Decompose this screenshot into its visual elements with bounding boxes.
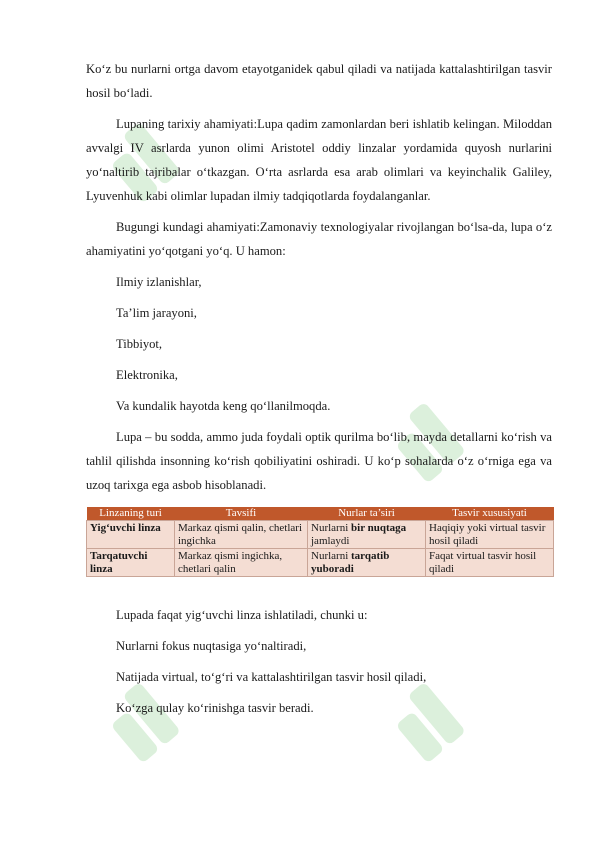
list-item: Ko‘zga qulay ko‘rinishga tasvir beradi. [116, 701, 314, 715]
paragraph: Lupa – bu sodda, ammo juda foydali optik qurilma bo‘lib, mayda detallarni ko‘rish va tahlil qilishda insonning ko‘rish qobiliyatini oshiradi. U ko‘p sohalarda o‘z o‘rniga ega va uzoq tarixga ega asbob hisoblanadi. [86, 430, 552, 492]
table-header: Nurlar ta’siri [308, 507, 426, 521]
table-cell: Tarqatuvchi linza [87, 549, 175, 577]
table-cell: Haqiqiy yoki virtual tasvir hosil qiladi [426, 521, 554, 549]
list-item: Ta’lim jarayoni, [116, 306, 197, 320]
list-item: Nurlarni fokus nuqtasiga yo‘naltiradi, [116, 639, 307, 653]
table-header: Linzaning turi [87, 507, 175, 521]
table-cell: Markaz qismi qalin, chetlari ingichka [175, 521, 308, 549]
list-item: Ilmiy izlanishlar, [116, 275, 202, 289]
document-body [86, 57, 552, 720]
paragraph: Bugungi kundagi ahamiyati:Zamonaviy texnologiyalar rivojlangan bo‘lsa-da, lupa o‘z ahamiyatini yo‘qotgani yo‘q. U hamon: [86, 220, 552, 258]
table-cell: Nurlarni bir nuqtaga jamlaydi [308, 521, 426, 549]
list-item: Natijada virtual, to‘g‘ri va kattalashtirilgan tasvir hosil qiladi, [116, 670, 427, 684]
lens-table [86, 507, 554, 577]
list-item: Va kundalik hayotda keng qo‘llanilmoqda. [116, 399, 331, 413]
table-cell: Yig‘uvchi linza [87, 521, 175, 549]
table-cell: Markaz qismi ingichka, chetlari qalin [175, 549, 308, 577]
table-header: Tasvir xususiyati [426, 507, 554, 521]
list-item: Tibbiyot, [116, 337, 163, 351]
paragraph: Ko‘z bu nurlarni ortga davom etayotganidek qabul qiladi va natijada kattalashtirilgan tasvir hosil bo‘ladi. [86, 62, 552, 100]
table-row [87, 549, 554, 577]
table-header: Tavsifi [175, 507, 308, 521]
table-header-row [87, 507, 554, 521]
table-cell: Nurlarni tarqatib yuboradi [308, 549, 426, 577]
list-item: Elektronika, [116, 368, 178, 382]
table-cell: Faqat virtual tasvir hosil qiladi [426, 549, 554, 577]
list-item: Lupada faqat yig‘uvchi linza ishlatiladi, chunki u: [116, 608, 368, 622]
table-row [87, 521, 554, 549]
paragraph: Lupaning tarixiy ahamiyati:Lupa qadim zamonlardan beri ishlatib kelingan. Miloddan avvalgi IV asrlarda yunon olimi Aristotel oddiy linzalar yordamida quyosh nurlarini yo‘naltirib tajribalar o‘tkazgan. O‘rta asrlarda esa arab olimlari va keyinchalik Galiley, Lyuvenhuk kabi olimlar lupadan ilmiy tadqiqotlarda foydalanganlar. [86, 117, 552, 203]
